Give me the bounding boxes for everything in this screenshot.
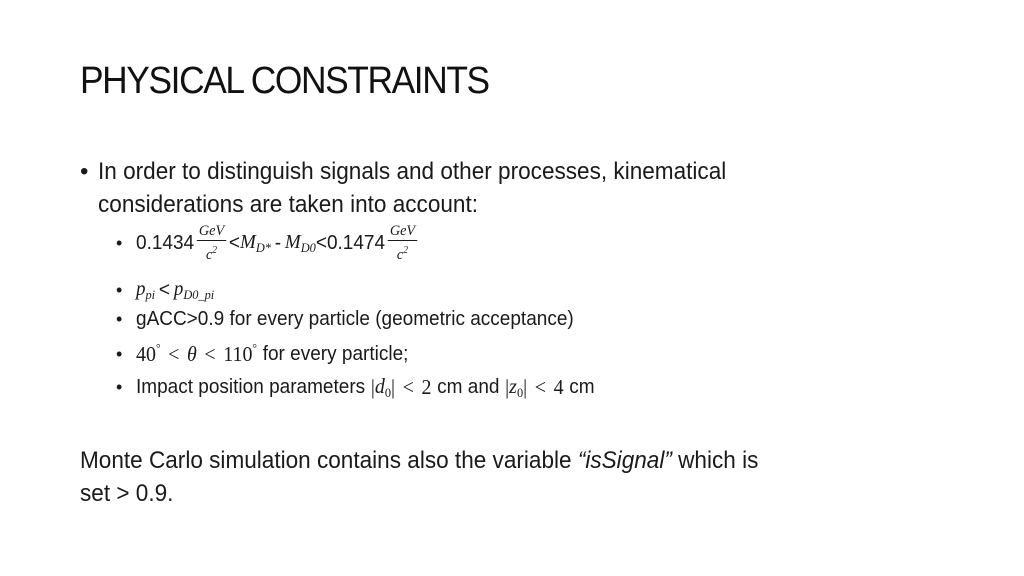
intro-bullet xyxy=(80,155,900,221)
bullet-marker: • xyxy=(116,309,123,329)
bullet-marker: • xyxy=(116,343,123,364)
constraint-theta xyxy=(116,341,423,367)
unit-denominator: $c^2$ xyxy=(396,245,409,263)
less-than-sign: < xyxy=(158,279,171,301)
footer-pre: Monte Carlo simulation contains also the variable xyxy=(80,447,572,474)
mass-high-value: 0.1474 xyxy=(326,231,386,254)
mass-difference-expression xyxy=(136,223,420,263)
constraint-impact xyxy=(116,374,619,401)
d0-limit: 2 xyxy=(421,375,432,399)
theta-symbol: θ xyxy=(186,341,197,366)
unit-numerator: GeV xyxy=(198,223,225,239)
p-d0pi-symbol: $p_{D0\_pi}$ xyxy=(173,278,215,302)
abs-bar: | xyxy=(523,375,528,399)
theta-expression xyxy=(136,341,408,367)
less-than-sign: < xyxy=(315,231,327,254)
less-than-sign: < xyxy=(402,375,414,399)
footer-line-2: set > 0.9. xyxy=(80,480,174,507)
constraint-gacc xyxy=(116,308,597,331)
less-than-sign: < xyxy=(204,341,216,366)
theta-high: 110° xyxy=(223,341,258,366)
footer-variable: “isSignal” xyxy=(577,447,672,474)
unit-numerator: GeV xyxy=(389,223,416,239)
constraint-mass-difference xyxy=(116,223,435,263)
momentum-expression xyxy=(136,278,214,303)
unit-fraction-low xyxy=(197,223,226,263)
mass-low-value: 0.1434 xyxy=(136,231,195,254)
z0-limit: 4 xyxy=(553,375,564,399)
p-pi-symbol: $p_{pi}$ xyxy=(136,278,156,302)
abs-bar: | xyxy=(505,375,510,399)
minus-sign: - xyxy=(274,231,282,254)
theta-low: 40° xyxy=(136,341,161,366)
z0-symbol: $z_0$ xyxy=(509,374,524,400)
less-than-sign: < xyxy=(168,341,180,366)
bullet-marker: • xyxy=(80,158,89,185)
abs-bar: | xyxy=(370,375,375,399)
constraint-momentum xyxy=(116,278,218,303)
d0-symbol: $d_0$ xyxy=(374,374,392,400)
abs-bar: | xyxy=(391,375,396,399)
intro-line-1: In order to distinguish signals and other processes, kinematical xyxy=(98,158,727,185)
unit-denominator: $c^2$ xyxy=(205,245,218,263)
less-than-sign: < xyxy=(228,231,241,254)
unit-fraction-high xyxy=(388,223,417,263)
slide-title: PHYSICAL CONSTRAINTS xyxy=(80,60,489,102)
footer-note xyxy=(80,444,940,510)
impact-expression xyxy=(136,374,595,401)
m-d0-symbol: $M_{D0}$ xyxy=(284,230,316,255)
cm-and-text: cm and xyxy=(437,376,500,398)
bullet-marker: • xyxy=(116,280,123,300)
intro-line-2: considerations are taken into account: xyxy=(98,191,478,218)
impact-lead-text: Impact position parameters xyxy=(136,376,366,398)
less-than-sign: < xyxy=(534,375,546,399)
footer-post: which is xyxy=(678,447,759,474)
m-dstar-symbol: $M_{D*}$ xyxy=(240,230,271,255)
bullet-marker: • xyxy=(116,377,123,397)
cm-unit: cm xyxy=(569,376,595,398)
footer-line-1 xyxy=(80,444,888,477)
theta-tail-text: for every particle; xyxy=(262,342,409,365)
gacc-text: gACC>0.9 for every particle (geometric acceptance) xyxy=(136,308,574,330)
bullet-marker: • xyxy=(116,232,123,253)
